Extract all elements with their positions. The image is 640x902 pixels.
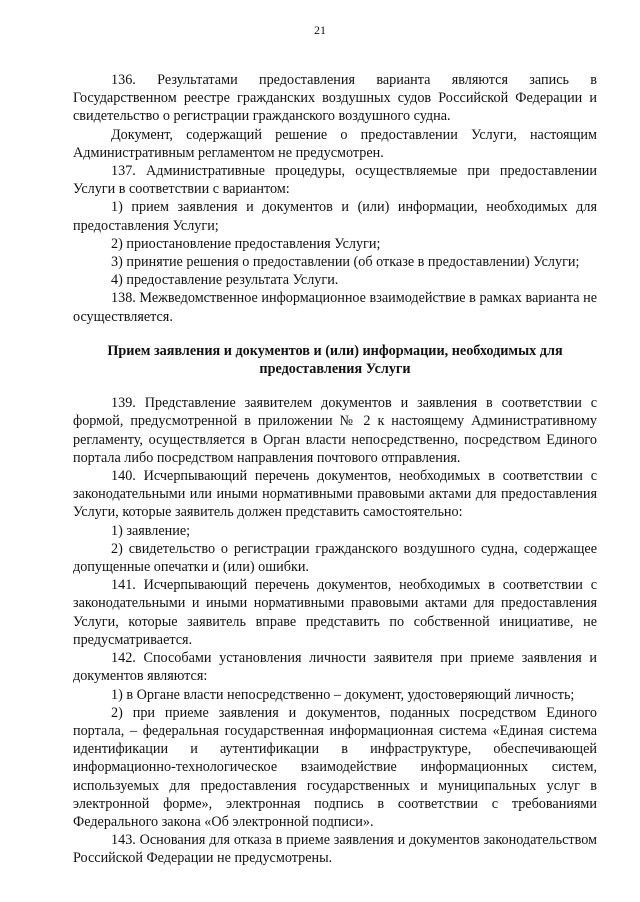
list-item-137-1: 1) прием заявления и документов и (или) информации, необходимых для предоставления Услуги; xyxy=(73,199,597,234)
list-item-137-2: 2) приостановление предоставления Услуги; xyxy=(111,235,381,252)
paragraph-143: 143. Основания для отказа в приеме заявления и документов законодательством Российской Федерации не предусмотрены. xyxy=(73,832,597,867)
paragraph-decision-document: Документ, содержащий решение о предоставлении Услуги, настоящим Административным регламентом не предусмотрен. xyxy=(73,126,597,161)
list-item-140-2: 2) свидетельство о регистрации гражданского воздушного судна, содержащее допущенные опечатки и (или) ошибки. xyxy=(73,540,597,576)
list-item-137-3: 3) принятие решения о предоставлении (об отказе в предоставлении) Услуги; xyxy=(111,254,580,271)
section-heading: Прием заявления и документов и (или) информации, необходимых для предоставления Услуги xyxy=(107,342,563,378)
paragraph-141: 141. Исчерпывающий перечень документов, необходимых в соответствии с законодательными и иными нормативными правовыми актами для предоставления Услуги, которые заявитель вправе представить по собственной инициативе, не предусматривается. xyxy=(73,577,597,648)
paragraph-139: 139. Представление заявителем документов и заявления в соответствии с формой, предусмотренной в приложении № 2 к настоящему Административному регламенту, осуществляется в Орган власти непосредственно, посредством Единого портала либо посредством направления почтового отправления. xyxy=(73,395,597,466)
list-item-140-1: 1) заявление; xyxy=(111,522,191,539)
paragraph-138: 138. Межведомственное информационное взаимодействие в рамках варианта не осуществляется. xyxy=(73,290,597,325)
list-item-142-2: 2) при приеме заявления и документов, поданных посредством Единого портала, – федеральная государственная информационная система «Единая система идентификации и аутентификации в инфраструктуре, обеспечивающей информационно-технологическое взаимодействие информационных систем, используемых для предоставления государственных и муниципальных услуг в электронной форме», электронная подпись в соответствии с требованиями Федерального закона «Об электронной подписи». xyxy=(73,704,597,830)
page-content xyxy=(73,71,597,868)
list-item-142-1: 1) в Органе власти непосредственно – документ, удостоверяющий личность; xyxy=(111,686,575,703)
paragraph-142: 142. Способами установления личности заявителя при приеме заявления и документов являются: xyxy=(73,650,597,685)
page-number: 21 xyxy=(314,23,326,37)
paragraph-137: 137. Административные процедуры, осуществляемые при предоставлении Услуги в соответствии с вариантом: xyxy=(73,163,597,198)
paragraph-140: 140. Исчерпывающий перечень документов, необходимых в соответствии с законодательными или иными нормативными правовыми актами для предоставления Услуги, которые заявитель должен представить самостоятельно: xyxy=(73,468,597,521)
list-item-137-4: 4) предоставление результата Услуги. xyxy=(111,272,339,289)
paragraph-136: 136. Результатами предоставления варианта являются запись в Государственном реестре гражданских воздушных судов Российской Федерации и свидетельство о регистрации гражданского воздушного судна. xyxy=(73,72,597,125)
